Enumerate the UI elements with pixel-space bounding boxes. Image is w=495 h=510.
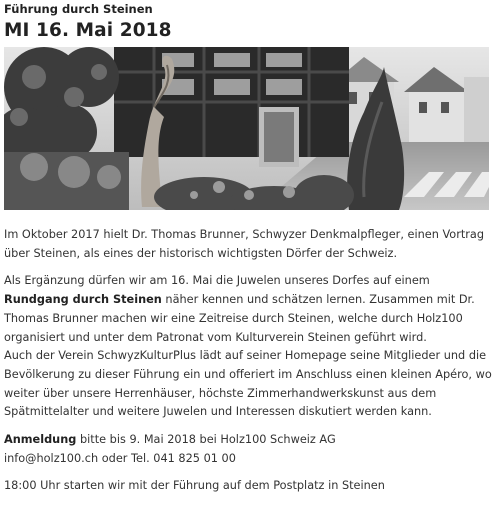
article-date-title: MI 16. Mai 2018: [4, 20, 172, 41]
registration-text: bitte bis 9. Mai 2018 bei Holz100 Schweiz AG: [76, 433, 336, 447]
start-info: 18:00 Uhr starten wir mit der Führung auf dem Postplatz in Steinen: [4, 479, 385, 493]
paragraph-tour: [4, 272, 493, 347]
article-kicker: Führung durch Steinen: [4, 2, 153, 16]
paragraph-tour-end: näher kennen und schätzen lernen. Zusammen mit Dr. Thomas Brunner machen wir eine Zeitreise durch Steinen, welche durch Holz100 organisiert und unter dem Patronat vom Kulturverein Steinen geführt wird.: [4, 293, 475, 344]
contact-line: info@holz100.ch oder Tel. 041 825 01 00: [4, 451, 236, 465]
article-body: [4, 226, 493, 496]
paragraph-association: Auch der Verein SchwyzKulturPlus lädt auf seiner Homepage seine Mitglieder und die Bevölkerung zu dieser Führung ein und offeriert im Anschluss einen kleinen Apéro, wo weiter über unsere Herrenhäuser, höchste Zimmerhandwerkskunst aus dem Spätmittelalter und weitere Juwelen und Interessen diskutiert werden kann.: [4, 349, 492, 419]
paragraph-intro: Im Oktober 2017 hielt Dr. Thomas Brunner, Schwyzer Denkmalpfleger, einen Vortrag über Steinen, als eines der historisch wichtigsten Dörfer der Schweiz.: [4, 228, 485, 260]
photo-illustration: [4, 47, 489, 210]
tour-name-bold: Rundgang durch Steinen: [4, 293, 162, 307]
registration-label: Anmeldung: [4, 433, 77, 447]
paragraph-tour-start: Als Ergänzung dürfen wir am 16. Mai die Juwelen unseres Dorfes auf einem: [4, 274, 430, 288]
village-photo: [4, 47, 489, 210]
registration-line: [4, 431, 493, 450]
